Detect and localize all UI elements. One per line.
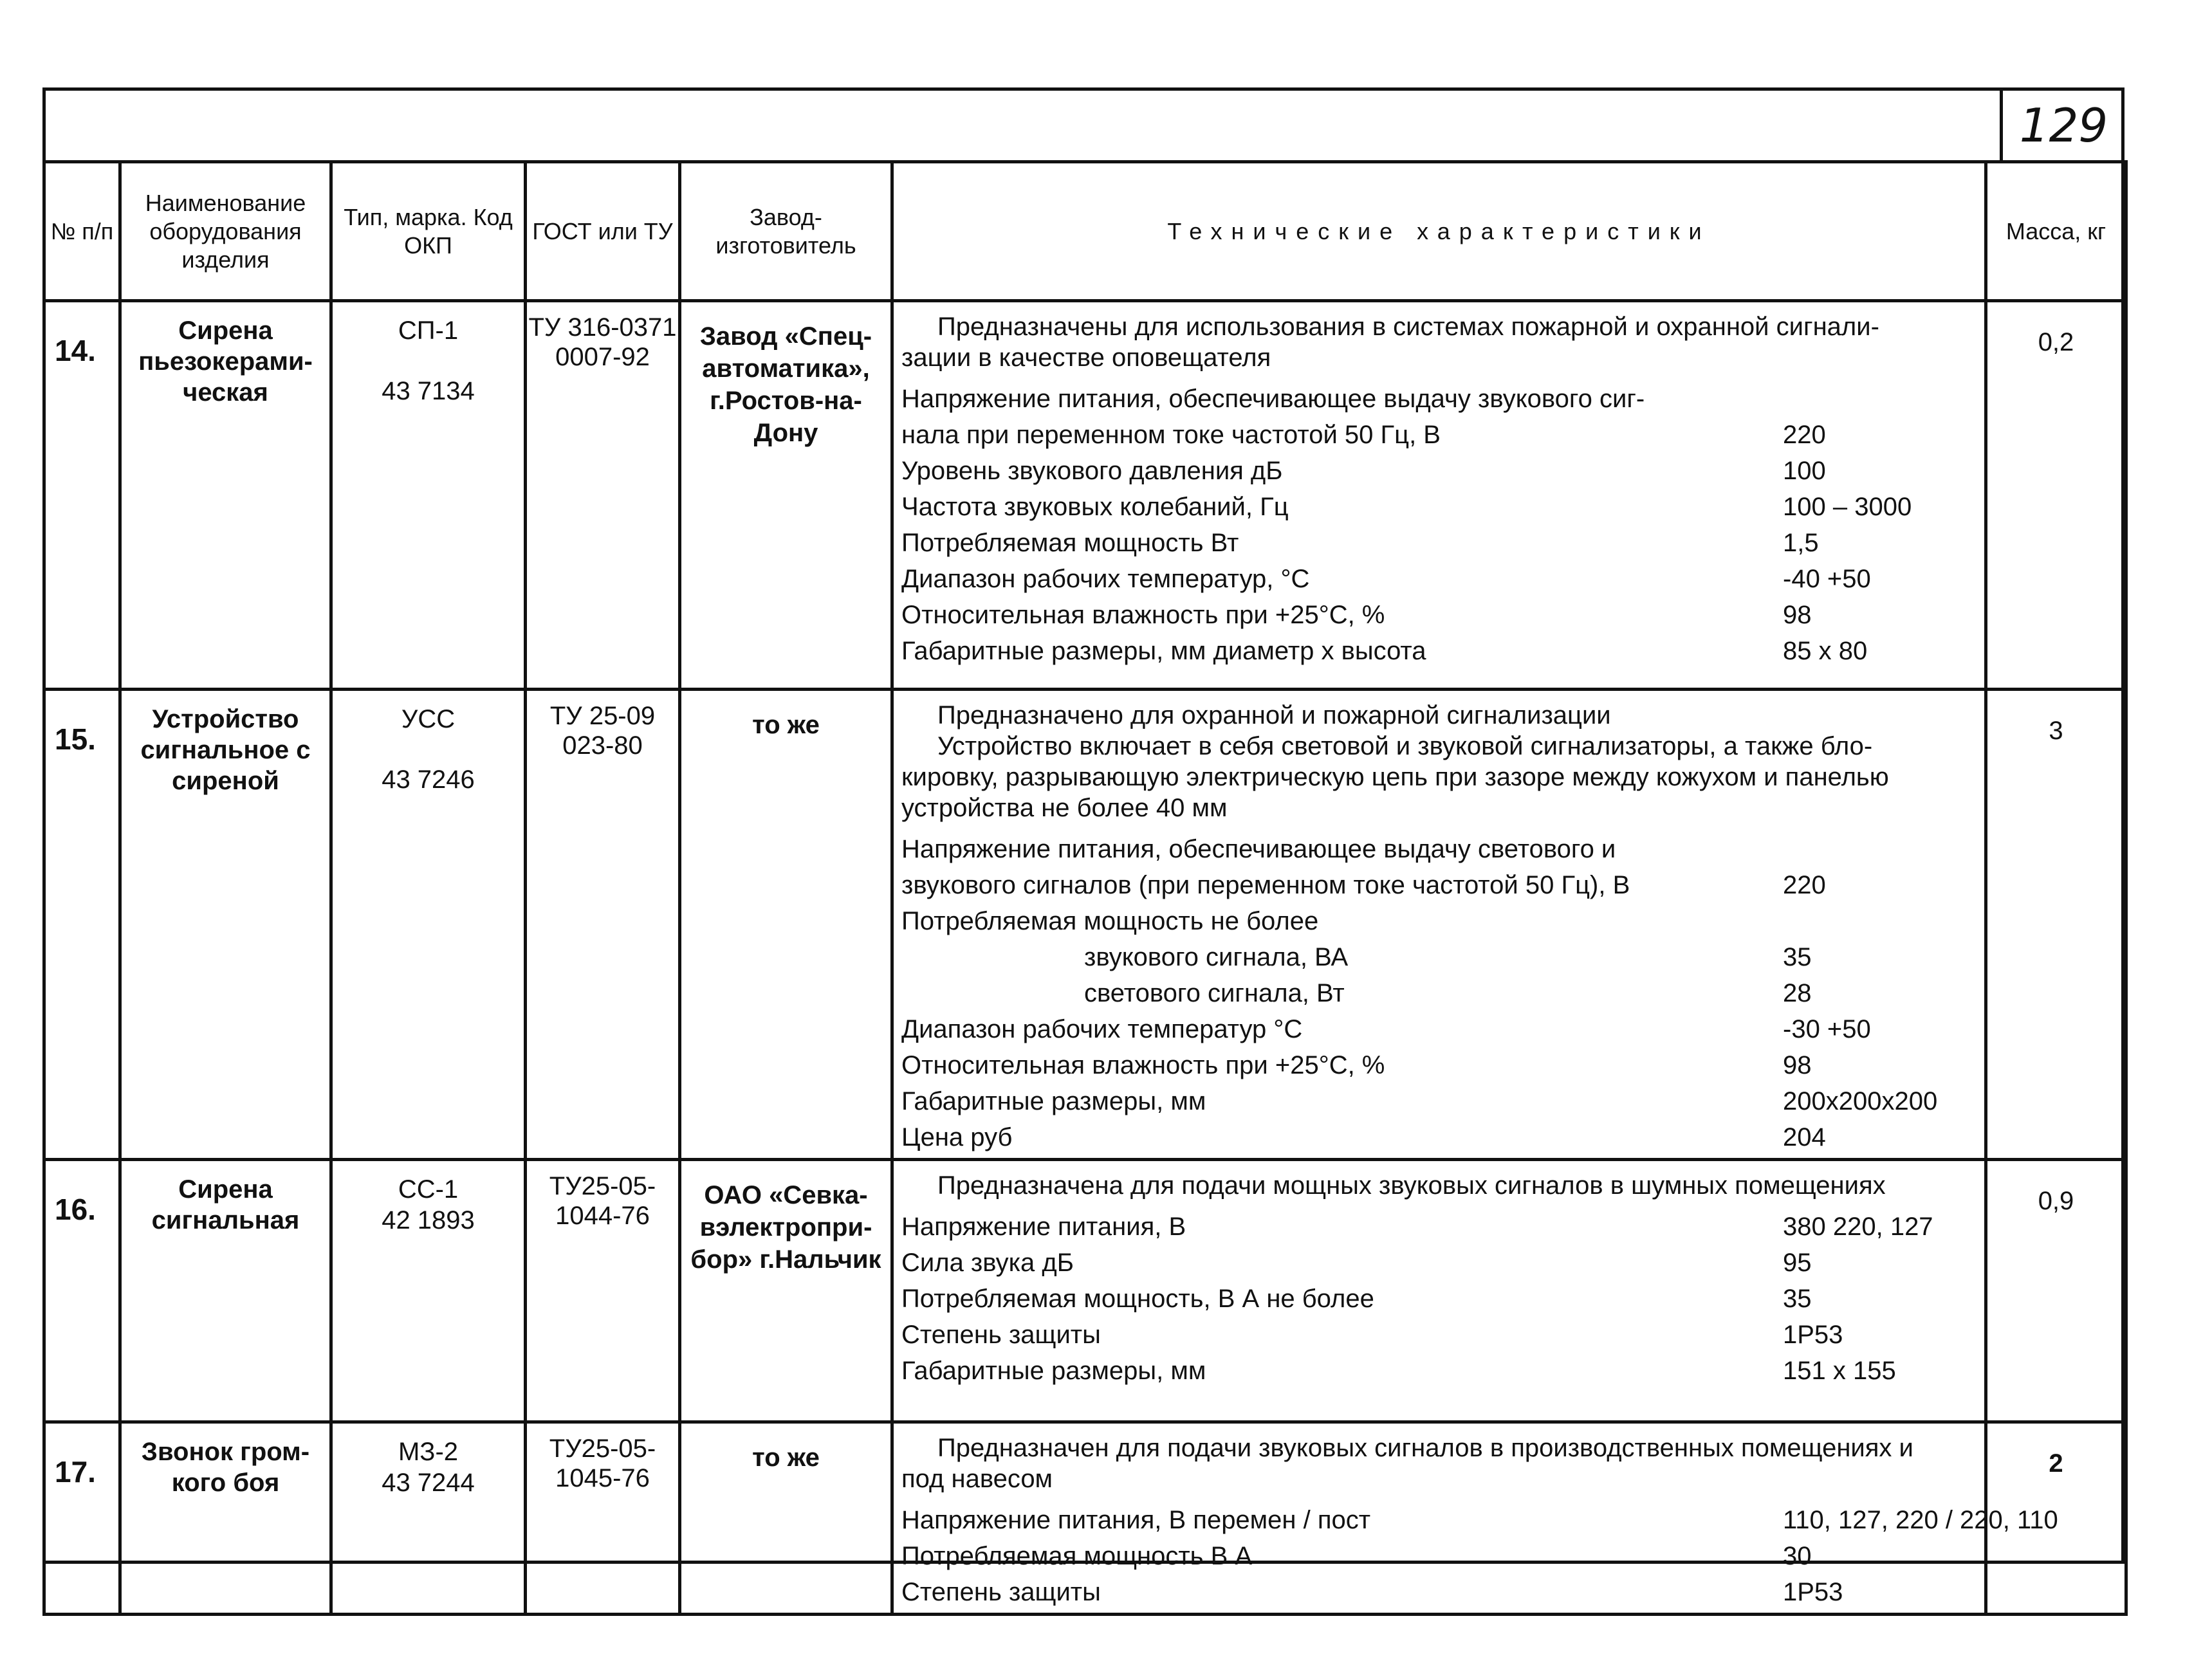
- param-line: [901, 1245, 1977, 1281]
- param-value: 100 – 3000: [1783, 493, 1912, 521]
- description-line: Устройство включает в себя световой и звуковой сигнализаторы, а также бло-: [937, 732, 1873, 760]
- gost-spec: ТУ25-05-1045-76: [526, 1422, 680, 1615]
- param-value: -30 +50: [1783, 1015, 1871, 1043]
- header-row: [44, 162, 2126, 301]
- description-line: зации в качестве оповещателя: [901, 344, 1271, 372]
- row-number: 14.: [44, 301, 120, 690]
- description: [901, 700, 1977, 823]
- param-value: 204: [1783, 1123, 1826, 1151]
- type-mark: СП-1: [398, 316, 459, 345]
- description-line: Предназначен для подачи звуковых сигналов в производственных помещениях и: [937, 1434, 1913, 1462]
- header-maker: Завод-изготовитель: [680, 162, 892, 301]
- param-line: [901, 903, 1977, 939]
- okp-code: 43 7134: [382, 377, 475, 405]
- header-gost: ГОСТ или ТУ: [526, 162, 680, 301]
- row-number: 17.: [44, 1422, 120, 1615]
- gost-spec: ТУ25-05-1044-76: [526, 1160, 680, 1422]
- param-line: [901, 1011, 1977, 1047]
- param-value: -40 +50: [1783, 565, 1871, 593]
- table-row: [44, 690, 2126, 1160]
- description-line: под навесом: [901, 1465, 1053, 1493]
- param-label: Диапазон рабочих температур, °С: [901, 565, 1310, 593]
- param-line: [901, 525, 1977, 561]
- param-line: [901, 831, 1977, 867]
- param-line: [901, 417, 1977, 453]
- type-cell: [331, 1422, 526, 1615]
- param-line: [901, 1574, 1977, 1610]
- param-label: Габаритные размеры, мм: [901, 1087, 1206, 1115]
- manufacturer: то же: [680, 1422, 892, 1615]
- param-label: Потребляемая мощность Вт: [901, 529, 1239, 557]
- table-row: [44, 301, 2126, 690]
- param-label: Цена руб: [901, 1123, 1013, 1151]
- param-line: [901, 561, 1977, 597]
- manufacturer: то же: [680, 690, 892, 1160]
- gost-spec: ТУ 316-0371 0007-92: [526, 301, 680, 690]
- tech-characteristics: [892, 1160, 1986, 1422]
- param-label: Потребляемая мощность, В А не более: [901, 1285, 1374, 1313]
- type-mark: МЗ-2: [398, 1438, 459, 1466]
- equipment-name: Звонок гром-кого боя: [120, 1422, 331, 1615]
- param-value: 1Р53: [1783, 1321, 1843, 1349]
- row-number: 15.: [44, 690, 120, 1160]
- equipment-name: Устройство сигнальное с сиреной: [120, 690, 331, 1160]
- equipment-name: Сирена сигнальная: [120, 1160, 331, 1422]
- spec-table: [42, 160, 2128, 1616]
- header-tech: Технические характеристики: [892, 162, 1986, 301]
- param-label: Напряжение питания, обеспечивающее выдачу светового и: [901, 835, 1616, 863]
- page-number: 129: [2000, 87, 2124, 163]
- param-line: [901, 633, 1977, 669]
- header-num: № п/п: [44, 162, 120, 301]
- header-mass: Масса, кг: [1986, 162, 2126, 301]
- param-value: 98: [1783, 1051, 1812, 1079]
- gost-spec: ТУ 25-09 023-80: [526, 690, 680, 1160]
- param-value: 200х200х200: [1783, 1087, 1938, 1115]
- param-line: [901, 1538, 1977, 1574]
- param-label: Относительная влажность при +25°С, %: [901, 1051, 1385, 1079]
- param-line: [901, 381, 1977, 417]
- table-body: [44, 301, 2126, 1615]
- type-cell: [331, 301, 526, 690]
- okp-code: 43 7244: [382, 1469, 475, 1497]
- param-label: звукового сигналов (при переменном токе частотой 50 Гц), В: [901, 871, 1630, 899]
- tech-characteristics: [892, 1422, 2058, 1615]
- mass-value: 0,9: [1986, 1160, 2126, 1422]
- param-line: [901, 1209, 1977, 1245]
- top-strip: [42, 87, 2124, 163]
- param-label: звукового сигнала, ВА: [1084, 943, 1349, 971]
- param-label: Диапазон рабочих температур °С: [901, 1015, 1303, 1043]
- manufacturer: Завод «Спец-автоматика», г.Ростов-на-Дону: [680, 301, 892, 690]
- param-label: Напряжение питания, обеспечивающее выдачу звукового сиг-: [901, 385, 1645, 413]
- okp-code: 42 1893: [382, 1206, 475, 1234]
- description-line: Предназначены для использования в системах пожарной и охранной сигнали-: [937, 313, 1879, 341]
- param-value: 151 х 155: [1783, 1357, 1896, 1385]
- type-mark: УСС: [401, 705, 456, 733]
- param-value: 30: [1783, 1542, 1812, 1570]
- table-row: [44, 1422, 2126, 1615]
- mass-value: 2: [1986, 1422, 2126, 1615]
- param-value: 380 220, 127: [1783, 1213, 1933, 1241]
- param-value: 220: [1783, 421, 1826, 449]
- param-line: [901, 1281, 1977, 1317]
- param-label: Степень защиты: [901, 1578, 1101, 1606]
- param-label: Габаритные размеры, мм диаметр х высота: [901, 637, 1426, 665]
- param-label: Напряжение питания, В перемен / пост: [901, 1506, 1371, 1534]
- description: [901, 1433, 1977, 1494]
- param-value: 110, 127, 220 / 220, 110: [1783, 1506, 2058, 1534]
- header-name: Наименование оборудования изделия: [120, 162, 331, 301]
- description-line: устройства не более 40 мм: [901, 794, 1228, 822]
- tech-characteristics: [892, 690, 1986, 1160]
- tech-characteristics: [892, 301, 1986, 690]
- param-line: [901, 1119, 1977, 1155]
- param-value: 98: [1783, 601, 1812, 629]
- header-type: Тип, марка. Код ОКП: [331, 162, 526, 301]
- param-line: [901, 1083, 1977, 1119]
- param-value: 85 х 80: [1783, 637, 1868, 665]
- param-line: [901, 1047, 1977, 1083]
- param-label: нала при переменном токе частотой 50 Гц, В: [901, 421, 1441, 449]
- type-cell: [331, 690, 526, 1160]
- param-line: [901, 939, 1977, 975]
- param-label: Степень защиты: [901, 1321, 1101, 1349]
- okp-code: 43 7246: [382, 765, 475, 794]
- description: [901, 1170, 1977, 1201]
- param-line: [901, 975, 1977, 1011]
- manufacturer: ОАО «Севка-вэлектропри-бор» г.Нальчик: [680, 1160, 892, 1422]
- param-line: [901, 489, 1977, 525]
- param-value: 100: [1783, 457, 1826, 485]
- param-value: 1,5: [1783, 529, 1819, 557]
- param-label: Относительная влажность при +25°С, %: [901, 601, 1385, 629]
- mass-value: 0,2: [1986, 301, 2126, 690]
- param-value: 1Р53: [1783, 1578, 1843, 1606]
- param-line: [901, 597, 1977, 633]
- param-label: Сила звука дБ: [901, 1249, 1074, 1277]
- param-label: Потребляемая мощность В А: [901, 1542, 1253, 1570]
- description-line: Предназначено для охранной и пожарной сигнализации: [937, 701, 1611, 729]
- type-mark: СС-1: [398, 1175, 459, 1204]
- param-value: 35: [1783, 1285, 1812, 1313]
- param-label: Уровень звукового давления дБ: [901, 457, 1283, 485]
- param-label: Потребляемая мощность не более: [901, 907, 1319, 935]
- param-value: 95: [1783, 1249, 1812, 1277]
- table-row: [44, 1160, 2126, 1422]
- description: [901, 311, 1977, 373]
- param-label: светового сигнала, Вт: [1084, 979, 1345, 1007]
- description-line: кировку, разрывающую электрическую цепь при зазоре между кожухом и панелью: [901, 763, 1889, 791]
- type-cell: [331, 1160, 526, 1422]
- param-line: [901, 453, 1977, 489]
- row-number: 16.: [44, 1160, 120, 1422]
- param-value: 28: [1783, 979, 1812, 1007]
- param-line: [901, 867, 1977, 903]
- param-line: [901, 1317, 1977, 1353]
- description-line: Предназначена для подачи мощных звуковых сигналов в шумных помещениях: [937, 1171, 1886, 1200]
- param-value: 35: [1783, 943, 1812, 971]
- param-value: 220: [1783, 871, 1826, 899]
- equipment-name: Сирена пьезокерами-ческая: [120, 301, 331, 690]
- param-label: Частота звуковых колебаний, Гц: [901, 493, 1289, 521]
- param-line: [901, 1502, 2058, 1538]
- param-label: Габаритные размеры, мм: [901, 1357, 1206, 1385]
- param-label: Напряжение питания, В: [901, 1213, 1186, 1241]
- param-line: [901, 1353, 1977, 1389]
- mass-value: 3: [1986, 690, 2126, 1160]
